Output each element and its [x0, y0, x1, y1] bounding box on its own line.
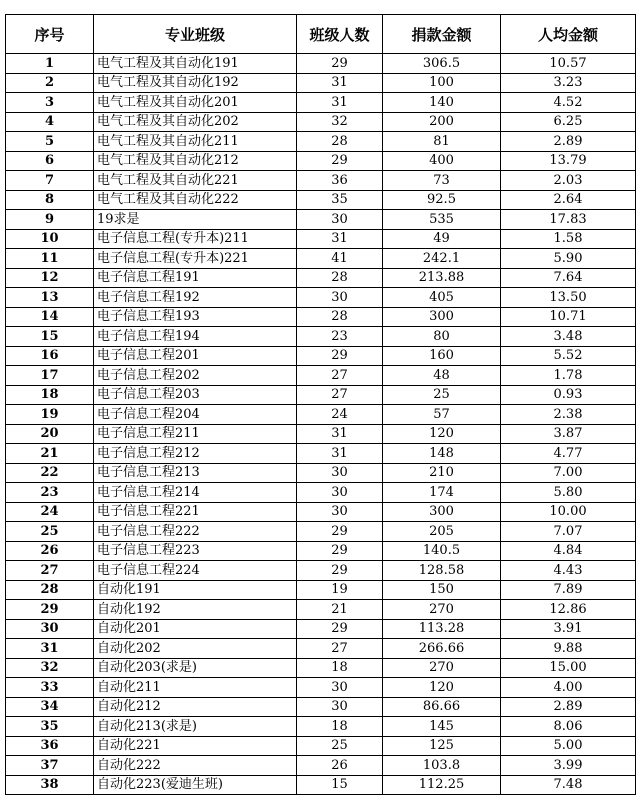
- table-row: [6, 346, 636, 366]
- donation-amount-cell: 270: [383, 600, 501, 620]
- table-row: [6, 327, 636, 347]
- class-size-cell: 31: [297, 229, 383, 249]
- donation-amount-cell: 266.66: [383, 639, 501, 659]
- table-row: [6, 639, 636, 659]
- class-size-cell: 27: [297, 385, 383, 405]
- table-row: [6, 444, 636, 464]
- class-size-cell: 35: [297, 190, 383, 210]
- per-capita-amount-cell: 13.50: [501, 288, 636, 308]
- donation-amount-cell: 535: [383, 210, 501, 230]
- class-size-cell: 30: [297, 678, 383, 698]
- class-size-cell: 19: [297, 580, 383, 600]
- class-name-cell: 电子信息工程194: [94, 327, 297, 347]
- class-name-cell: 电子信息工程192: [94, 288, 297, 308]
- class-name-cell: 自动化223(爱迪生班): [94, 775, 297, 795]
- class-name-cell: 自动化201: [94, 619, 297, 639]
- class-name-cell: 电子信息工程222: [94, 522, 297, 542]
- class-name-cell: 电子信息工程201: [94, 346, 297, 366]
- table-row: [6, 229, 636, 249]
- class-size-cell: 29: [297, 619, 383, 639]
- class-name-cell: 电气工程及其自动化192: [94, 73, 297, 93]
- table-row: [6, 210, 636, 230]
- donation-amount-cell: 120: [383, 678, 501, 698]
- class-size-cell: 30: [297, 502, 383, 522]
- per-capita-amount-cell: 1.58: [501, 229, 636, 249]
- donation-amount-cell: 86.66: [383, 697, 501, 717]
- class-size-cell: 29: [297, 561, 383, 581]
- row-index-cell: 1: [6, 54, 94, 74]
- row-index-cell: 36: [6, 736, 94, 756]
- donation-amount-cell: 210: [383, 463, 501, 483]
- table-row: [6, 132, 636, 152]
- per-capita-amount-cell: 4.43: [501, 561, 636, 581]
- row-index-cell: 4: [6, 112, 94, 132]
- per-capita-amount-cell: 10.57: [501, 54, 636, 74]
- row-index-cell: 28: [6, 580, 94, 600]
- class-size-cell: 25: [297, 736, 383, 756]
- per-capita-amount-cell: 7.07: [501, 522, 636, 542]
- donation-amount-cell: 405: [383, 288, 501, 308]
- class-name-cell: 电子信息工程223: [94, 541, 297, 561]
- row-index-cell: 15: [6, 327, 94, 347]
- row-index-cell: 37: [6, 756, 94, 776]
- donation-amount-cell: 103.8: [383, 756, 501, 776]
- per-capita-amount-cell: 3.91: [501, 619, 636, 639]
- per-capita-amount-cell: 13.79: [501, 151, 636, 171]
- class-size-cell: 30: [297, 463, 383, 483]
- class-name-cell: 电子信息工程211: [94, 424, 297, 444]
- per-capita-amount-cell: 10.00: [501, 502, 636, 522]
- table-row: [6, 54, 636, 74]
- class-size-cell: 30: [297, 288, 383, 308]
- header-row: [6, 15, 636, 54]
- per-capita-amount-cell: 6.25: [501, 112, 636, 132]
- class-name-cell: 电子信息工程(专升本)211: [94, 229, 297, 249]
- row-index-cell: 26: [6, 541, 94, 561]
- class-size-cell: 32: [297, 112, 383, 132]
- donation-amount-cell: 125: [383, 736, 501, 756]
- row-index-cell: 17: [6, 366, 94, 386]
- row-index-cell: 16: [6, 346, 94, 366]
- per-capita-amount-cell: 17.83: [501, 210, 636, 230]
- row-index-cell: 12: [6, 268, 94, 288]
- row-index-cell: 21: [6, 444, 94, 464]
- per-capita-amount-cell: 4.00: [501, 678, 636, 698]
- class-size-cell: 31: [297, 73, 383, 93]
- donation-amount-cell: 205: [383, 522, 501, 542]
- row-index-cell: 11: [6, 249, 94, 269]
- per-capita-amount-cell: 10.71: [501, 307, 636, 327]
- class-name-cell: 电子信息工程221: [94, 502, 297, 522]
- row-index-cell: 25: [6, 522, 94, 542]
- donation-amount-cell: 48: [383, 366, 501, 386]
- class-name-cell: 电气工程及其自动化222: [94, 190, 297, 210]
- per-capita-amount-cell: 1.78: [501, 366, 636, 386]
- table-row: [6, 580, 636, 600]
- per-capita-amount-cell: 4.52: [501, 93, 636, 113]
- table-row: [6, 171, 636, 191]
- class-size-cell: 36: [297, 171, 383, 191]
- header-class-name: 专业班级: [94, 15, 297, 54]
- header-per-capita-amount: 人均金额: [501, 15, 636, 54]
- class-name-cell: 自动化202: [94, 639, 297, 659]
- donation-amount-cell: 200: [383, 112, 501, 132]
- per-capita-amount-cell: 7.89: [501, 580, 636, 600]
- class-name-cell: 电气工程及其自动化212: [94, 151, 297, 171]
- class-size-cell: 18: [297, 717, 383, 737]
- table-row: [6, 268, 636, 288]
- class-size-cell: 28: [297, 307, 383, 327]
- class-name-cell: 自动化203(求是): [94, 658, 297, 678]
- table-row: [6, 775, 636, 795]
- per-capita-amount-cell: 7.64: [501, 268, 636, 288]
- per-capita-amount-cell: 2.89: [501, 697, 636, 717]
- per-capita-amount-cell: 0.93: [501, 385, 636, 405]
- row-index-cell: 2: [6, 73, 94, 93]
- donation-amount-cell: 80: [383, 327, 501, 347]
- table-row: [6, 385, 636, 405]
- table-row: [6, 561, 636, 581]
- table-row: [6, 73, 636, 93]
- class-name-cell: 电气工程及其自动化191: [94, 54, 297, 74]
- class-name-cell: 电子信息工程204: [94, 405, 297, 425]
- row-index-cell: 18: [6, 385, 94, 405]
- table-row: [6, 522, 636, 542]
- table-row: [6, 190, 636, 210]
- table-row: [6, 756, 636, 776]
- class-size-cell: 15: [297, 775, 383, 795]
- row-index-cell: 32: [6, 658, 94, 678]
- table-row: [6, 541, 636, 561]
- row-index-cell: 33: [6, 678, 94, 698]
- per-capita-amount-cell: 3.48: [501, 327, 636, 347]
- header-class-size: 班级人数: [297, 15, 383, 54]
- class-name-cell: 电子信息工程214: [94, 483, 297, 503]
- table-row: [6, 93, 636, 113]
- table-row: [6, 405, 636, 425]
- table-row: [6, 736, 636, 756]
- row-index-cell: 30: [6, 619, 94, 639]
- donation-amount-cell: 306.5: [383, 54, 501, 74]
- row-index-cell: 38: [6, 775, 94, 795]
- per-capita-amount-cell: 15.00: [501, 658, 636, 678]
- row-index-cell: 22: [6, 463, 94, 483]
- donation-amount-cell: 100: [383, 73, 501, 93]
- header-index: 序号: [6, 15, 94, 54]
- row-index-cell: 27: [6, 561, 94, 581]
- per-capita-amount-cell: 5.52: [501, 346, 636, 366]
- row-index-cell: 7: [6, 171, 94, 191]
- row-index-cell: 23: [6, 483, 94, 503]
- table-row: [6, 619, 636, 639]
- row-index-cell: 19: [6, 405, 94, 425]
- row-index-cell: 31: [6, 639, 94, 659]
- donation-amount-cell: 73: [383, 171, 501, 191]
- table-row: [6, 463, 636, 483]
- table-row: [6, 717, 636, 737]
- row-index-cell: 9: [6, 210, 94, 230]
- per-capita-amount-cell: 3.99: [501, 756, 636, 776]
- donation-amount-cell: 49: [383, 229, 501, 249]
- class-name-cell: 电子信息工程202: [94, 366, 297, 386]
- table-row: [6, 112, 636, 132]
- class-size-cell: 30: [297, 483, 383, 503]
- class-name-cell: 自动化212: [94, 697, 297, 717]
- row-index-cell: 5: [6, 132, 94, 152]
- class-name-cell: 电子信息工程213: [94, 463, 297, 483]
- class-name-cell: 自动化192: [94, 600, 297, 620]
- table-row: [6, 424, 636, 444]
- class-name-cell: 自动化211: [94, 678, 297, 698]
- donation-amount-cell: 92.5: [383, 190, 501, 210]
- table-row: [6, 483, 636, 503]
- class-name-cell: 电子信息工程193: [94, 307, 297, 327]
- per-capita-amount-cell: 5.90: [501, 249, 636, 269]
- class-name-cell: 电子信息工程212: [94, 444, 297, 464]
- per-capita-amount-cell: 12.86: [501, 600, 636, 620]
- per-capita-amount-cell: 5.80: [501, 483, 636, 503]
- donation-table: [5, 14, 636, 795]
- class-size-cell: 23: [297, 327, 383, 347]
- class-name-cell: 电气工程及其自动化201: [94, 93, 297, 113]
- donation-amount-cell: 300: [383, 502, 501, 522]
- class-name-cell: 电子信息工程191: [94, 268, 297, 288]
- donation-amount-cell: 113.28: [383, 619, 501, 639]
- class-size-cell: 30: [297, 697, 383, 717]
- class-name-cell: 自动化221: [94, 736, 297, 756]
- class-size-cell: 28: [297, 132, 383, 152]
- class-name-cell: 电气工程及其自动化202: [94, 112, 297, 132]
- per-capita-amount-cell: 3.23: [501, 73, 636, 93]
- header-donation-amount: 捐款金额: [383, 15, 501, 54]
- per-capita-amount-cell: 9.88: [501, 639, 636, 659]
- per-capita-amount-cell: 2.64: [501, 190, 636, 210]
- row-index-cell: 10: [6, 229, 94, 249]
- class-size-cell: 31: [297, 424, 383, 444]
- donation-amount-cell: 150: [383, 580, 501, 600]
- row-index-cell: 29: [6, 600, 94, 620]
- table-row: [6, 366, 636, 386]
- row-index-cell: 3: [6, 93, 94, 113]
- table-row: [6, 600, 636, 620]
- donation-amount-cell: 112.25: [383, 775, 501, 795]
- table-row: [6, 249, 636, 269]
- table-row: [6, 678, 636, 698]
- per-capita-amount-cell: 4.84: [501, 541, 636, 561]
- class-name-cell: 电子信息工程(专升本)221: [94, 249, 297, 269]
- class-size-cell: 29: [297, 151, 383, 171]
- class-name-cell: 电气工程及其自动化221: [94, 171, 297, 191]
- per-capita-amount-cell: 2.03: [501, 171, 636, 191]
- class-size-cell: 27: [297, 639, 383, 659]
- class-size-cell: 29: [297, 541, 383, 561]
- class-name-cell: 电子信息工程203: [94, 385, 297, 405]
- class-name-cell: 电气工程及其自动化211: [94, 132, 297, 152]
- donation-amount-cell: 145: [383, 717, 501, 737]
- table-row: [6, 288, 636, 308]
- donation-amount-cell: 160: [383, 346, 501, 366]
- per-capita-amount-cell: 7.00: [501, 463, 636, 483]
- donation-amount-cell: 81: [383, 132, 501, 152]
- class-size-cell: 21: [297, 600, 383, 620]
- donation-amount-cell: 25: [383, 385, 501, 405]
- per-capita-amount-cell: 7.48: [501, 775, 636, 795]
- table-row: [6, 697, 636, 717]
- table-row: [6, 151, 636, 171]
- class-name-cell: 19求是: [94, 210, 297, 230]
- class-size-cell: 24: [297, 405, 383, 425]
- donation-amount-cell: 140.5: [383, 541, 501, 561]
- donation-amount-cell: 57: [383, 405, 501, 425]
- donation-amount-cell: 242.1: [383, 249, 501, 269]
- donation-amount-cell: 213.88: [383, 268, 501, 288]
- class-name-cell: 自动化222: [94, 756, 297, 776]
- table-row: [6, 658, 636, 678]
- donation-amount-cell: 400: [383, 151, 501, 171]
- donation-amount-cell: 148: [383, 444, 501, 464]
- class-size-cell: 26: [297, 756, 383, 776]
- class-size-cell: 29: [297, 522, 383, 542]
- class-size-cell: 29: [297, 54, 383, 74]
- table-row: [6, 502, 636, 522]
- class-size-cell: 31: [297, 93, 383, 113]
- donation-amount-cell: 120: [383, 424, 501, 444]
- class-name-cell: 电子信息工程224: [94, 561, 297, 581]
- per-capita-amount-cell: 2.38: [501, 405, 636, 425]
- per-capita-amount-cell: 4.77: [501, 444, 636, 464]
- donation-amount-cell: 128.58: [383, 561, 501, 581]
- class-size-cell: 31: [297, 444, 383, 464]
- table-row: [6, 307, 636, 327]
- class-size-cell: 41: [297, 249, 383, 269]
- donation-amount-cell: 270: [383, 658, 501, 678]
- row-index-cell: 6: [6, 151, 94, 171]
- donation-amount-cell: 174: [383, 483, 501, 503]
- row-index-cell: 13: [6, 288, 94, 308]
- row-index-cell: 24: [6, 502, 94, 522]
- class-name-cell: 自动化213(求是): [94, 717, 297, 737]
- row-index-cell: 34: [6, 697, 94, 717]
- row-index-cell: 35: [6, 717, 94, 737]
- class-size-cell: 18: [297, 658, 383, 678]
- per-capita-amount-cell: 3.87: [501, 424, 636, 444]
- per-capita-amount-cell: 8.06: [501, 717, 636, 737]
- per-capita-amount-cell: 2.89: [501, 132, 636, 152]
- per-capita-amount-cell: 5.00: [501, 736, 636, 756]
- table-body: [6, 54, 636, 795]
- row-index-cell: 8: [6, 190, 94, 210]
- row-index-cell: 14: [6, 307, 94, 327]
- class-size-cell: 27: [297, 366, 383, 386]
- donation-amount-cell: 140: [383, 93, 501, 113]
- class-size-cell: 28: [297, 268, 383, 288]
- row-index-cell: 20: [6, 424, 94, 444]
- class-size-cell: 29: [297, 346, 383, 366]
- class-size-cell: 30: [297, 210, 383, 230]
- donation-amount-cell: 300: [383, 307, 501, 327]
- class-name-cell: 自动化191: [94, 580, 297, 600]
